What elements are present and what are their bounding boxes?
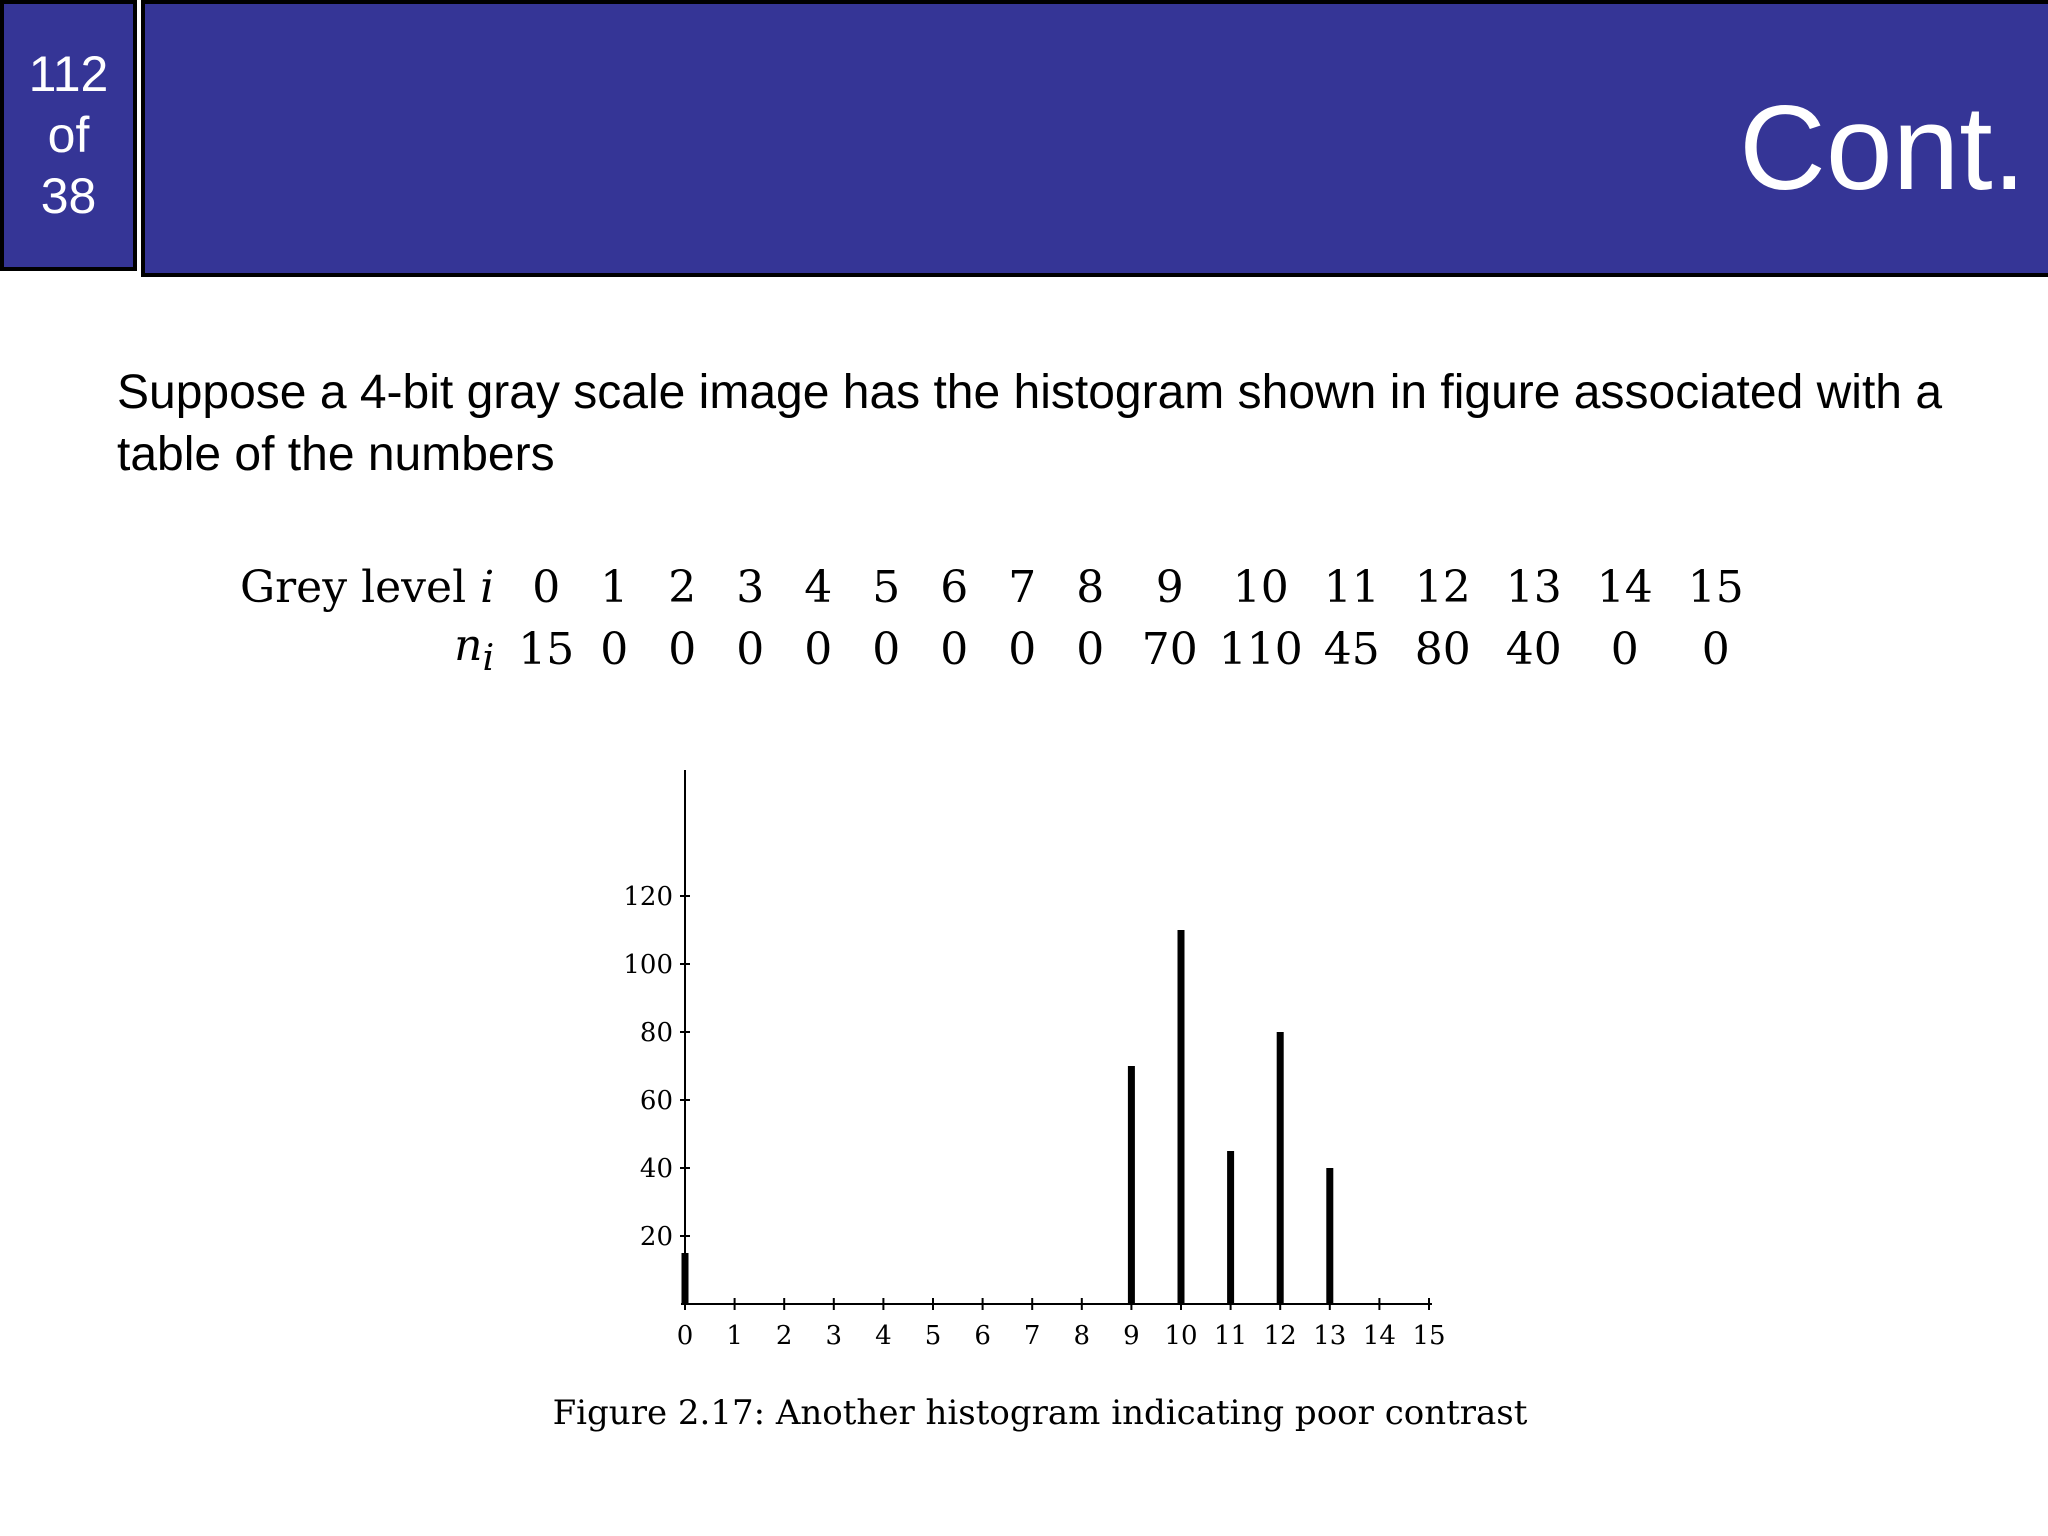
histogram-bar xyxy=(1178,930,1185,1304)
x-tick-label: 6 xyxy=(974,1321,991,1351)
x-tick-label: 10 xyxy=(1164,1321,1198,1351)
count-cell: 0 xyxy=(1008,623,1037,675)
count-cell: 0 xyxy=(1076,623,1105,675)
count-cell: 45 xyxy=(1323,623,1380,675)
y-tick-label: 20 xyxy=(639,1222,673,1252)
grey-level-cell: 14 xyxy=(1596,561,1653,613)
count-cell: 0 xyxy=(1610,623,1639,675)
y-tick-label: 80 xyxy=(639,1018,673,1048)
page-of-label: of xyxy=(47,107,90,163)
x-tick-label: 12 xyxy=(1263,1321,1297,1351)
grey-level-cell: 13 xyxy=(1505,561,1562,613)
y-tick-label: 60 xyxy=(639,1086,673,1116)
count-label-subscript: i xyxy=(482,635,495,679)
grey-level-cell: 11 xyxy=(1323,561,1380,613)
count-cell: 0 xyxy=(1701,623,1730,675)
x-tick-label: 9 xyxy=(1123,1321,1140,1351)
histogram-bars xyxy=(682,930,1334,1304)
grey-level-cell: 8 xyxy=(1076,561,1105,613)
grey-level-cell: 0 xyxy=(532,561,561,613)
count-cell: 40 xyxy=(1505,623,1562,675)
grey-level-cell: 4 xyxy=(804,561,833,613)
page-total: 38 xyxy=(40,168,97,224)
x-tick-label: 13 xyxy=(1313,1321,1347,1351)
x-tick-label: 3 xyxy=(825,1321,843,1351)
y-tick-label: 120 xyxy=(623,882,673,912)
page-number: 112 xyxy=(28,46,109,102)
grey-level-label: Grey level xyxy=(240,561,467,613)
grey-level-cell: 12 xyxy=(1414,561,1471,613)
grey-level-cell: 6 xyxy=(940,561,969,613)
grey-level-cell: 10 xyxy=(1232,561,1289,613)
count-cell: 0 xyxy=(872,623,901,675)
count-cell: 70 xyxy=(1141,623,1198,675)
histogram-bar xyxy=(1227,1151,1234,1304)
grey-level-cell: 9 xyxy=(1155,561,1184,613)
intro-text: Suppose a 4-bit gray scale image has the histogram shown in figure associated with a table of the numbers xyxy=(117,366,1943,481)
y-tick-label: 40 xyxy=(639,1154,673,1184)
x-tick-label: 7 xyxy=(1023,1321,1041,1351)
count-cell: 80 xyxy=(1414,623,1471,675)
y-tick-label: 100 xyxy=(623,950,673,980)
count-cell: 15 xyxy=(518,623,575,675)
slide-title: Cont. xyxy=(1739,81,2026,215)
grey-level-cell: 7 xyxy=(1008,561,1037,613)
grey-level-cell: 5 xyxy=(872,561,901,613)
histogram-bar xyxy=(1326,1168,1333,1304)
x-axis-ticks xyxy=(677,1298,1446,1351)
count-cell: 0 xyxy=(940,623,969,675)
count-cell: 110 xyxy=(1218,623,1303,675)
grey-level-cell: 15 xyxy=(1687,561,1744,613)
x-tick-label: 4 xyxy=(875,1321,892,1351)
grey-level-cell: 1 xyxy=(600,561,629,613)
count-label: n xyxy=(454,619,483,671)
grey-level-variable: i xyxy=(480,561,495,613)
histogram-bar xyxy=(682,1253,689,1304)
count-cell: 0 xyxy=(804,623,833,675)
x-tick-label: 5 xyxy=(924,1321,942,1351)
grey-level-cell: 3 xyxy=(736,561,765,613)
figure-caption: Figure 2.17: Another histogram indicating poor contrast xyxy=(552,1393,1528,1433)
y-axis-ticks xyxy=(623,882,690,1252)
x-tick-label: 0 xyxy=(676,1321,694,1351)
count-cell: 0 xyxy=(600,623,629,675)
count-cell: 0 xyxy=(668,623,697,675)
histogram-bar xyxy=(1277,1032,1284,1304)
x-tick-label: 11 xyxy=(1214,1321,1248,1351)
histogram-bar xyxy=(1128,1066,1135,1304)
x-tick-label: 2 xyxy=(775,1321,793,1351)
grey-level-cell: 2 xyxy=(668,561,697,613)
x-tick-label: 8 xyxy=(1073,1321,1091,1351)
x-tick-label: 15 xyxy=(1412,1321,1446,1351)
x-tick-label: 14 xyxy=(1362,1321,1396,1351)
x-tick-label: 1 xyxy=(726,1321,743,1351)
count-cell: 0 xyxy=(736,623,765,675)
